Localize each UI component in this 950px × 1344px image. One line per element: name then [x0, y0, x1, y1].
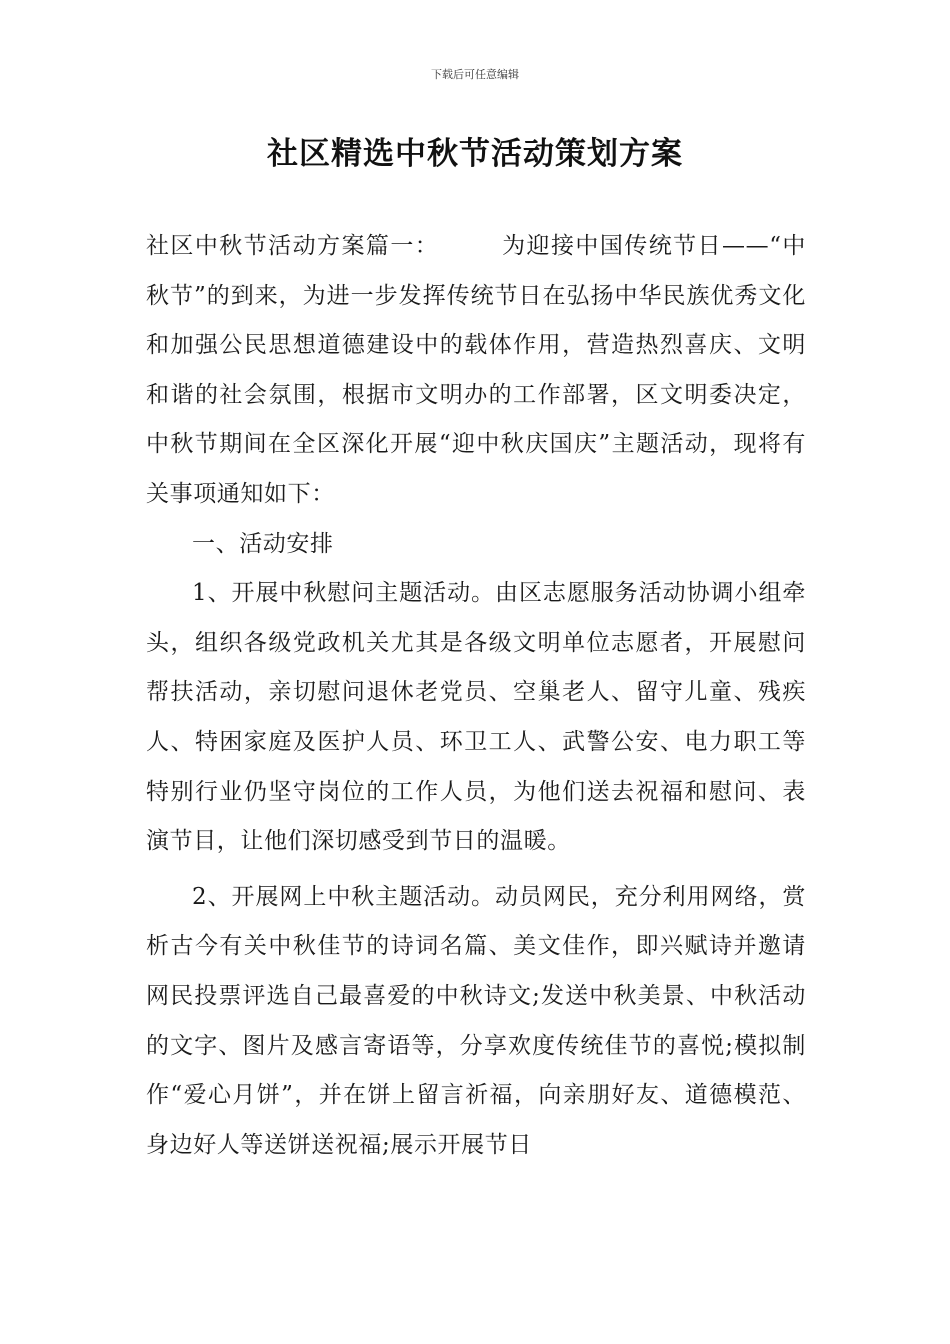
intro-paragraph: [146, 222, 806, 520]
intro-text: 为迎接中国传统节日——“中秋节”的到来，为进一步发挥传统节日在弘扬中华民族优秀文化和加强公民思想道德建设中的载体作用，营造热烈喜庆、文明和谐的社会氛围，根据市文明办的工作部署，区文明委决定，中秋节期间在全区深化开展“迎中秋庆国庆”主题活动，现将有关事项通知如下：: [146, 233, 807, 507]
header-note: 下载后可任意编辑: [431, 68, 519, 81]
list-item: 1、开展中秋慰问主题活动。由区志愿服务活动协调小组牵头，组织各级党政机关尤其是各级文明单位志愿者，开展慰问帮扶活动，亲切慰问退休老党员、空巢老人、留守儿童、残疾人、特困家庭及医护人员、环卫工人、武警公安、电力职工等特别行业仍坚守岗位的工作人员，为他们送去祝福和慰问、表演节目，让他们深切感受到节日的温暖。: [146, 580, 806, 855]
document-title: 社区精选中秋节活动策划方案: [267, 136, 683, 172]
section-heading: 一、活动安排: [192, 530, 334, 557]
intro-label: 社区中秋节活动方案篇一：: [146, 233, 440, 259]
list-item: 2、开展网上中秋主题活动。动员网民，充分利用网络，赏析古今有关中秋佳节的诗词名篇、美文佳作，即兴赋诗并邀请网民投票评选自己最喜爱的中秋诗文;发送中秋美景、中秋活动的文字、图片及感言寄语等，分享欢度传统佳节的喜悦;模拟制作“爱心月饼”，并在饼上留言祈福，向亲朋好友、道德模范、身边好人等送饼送祝福;展示开展节日: [146, 883, 806, 1158]
document-body: [146, 222, 806, 1170]
